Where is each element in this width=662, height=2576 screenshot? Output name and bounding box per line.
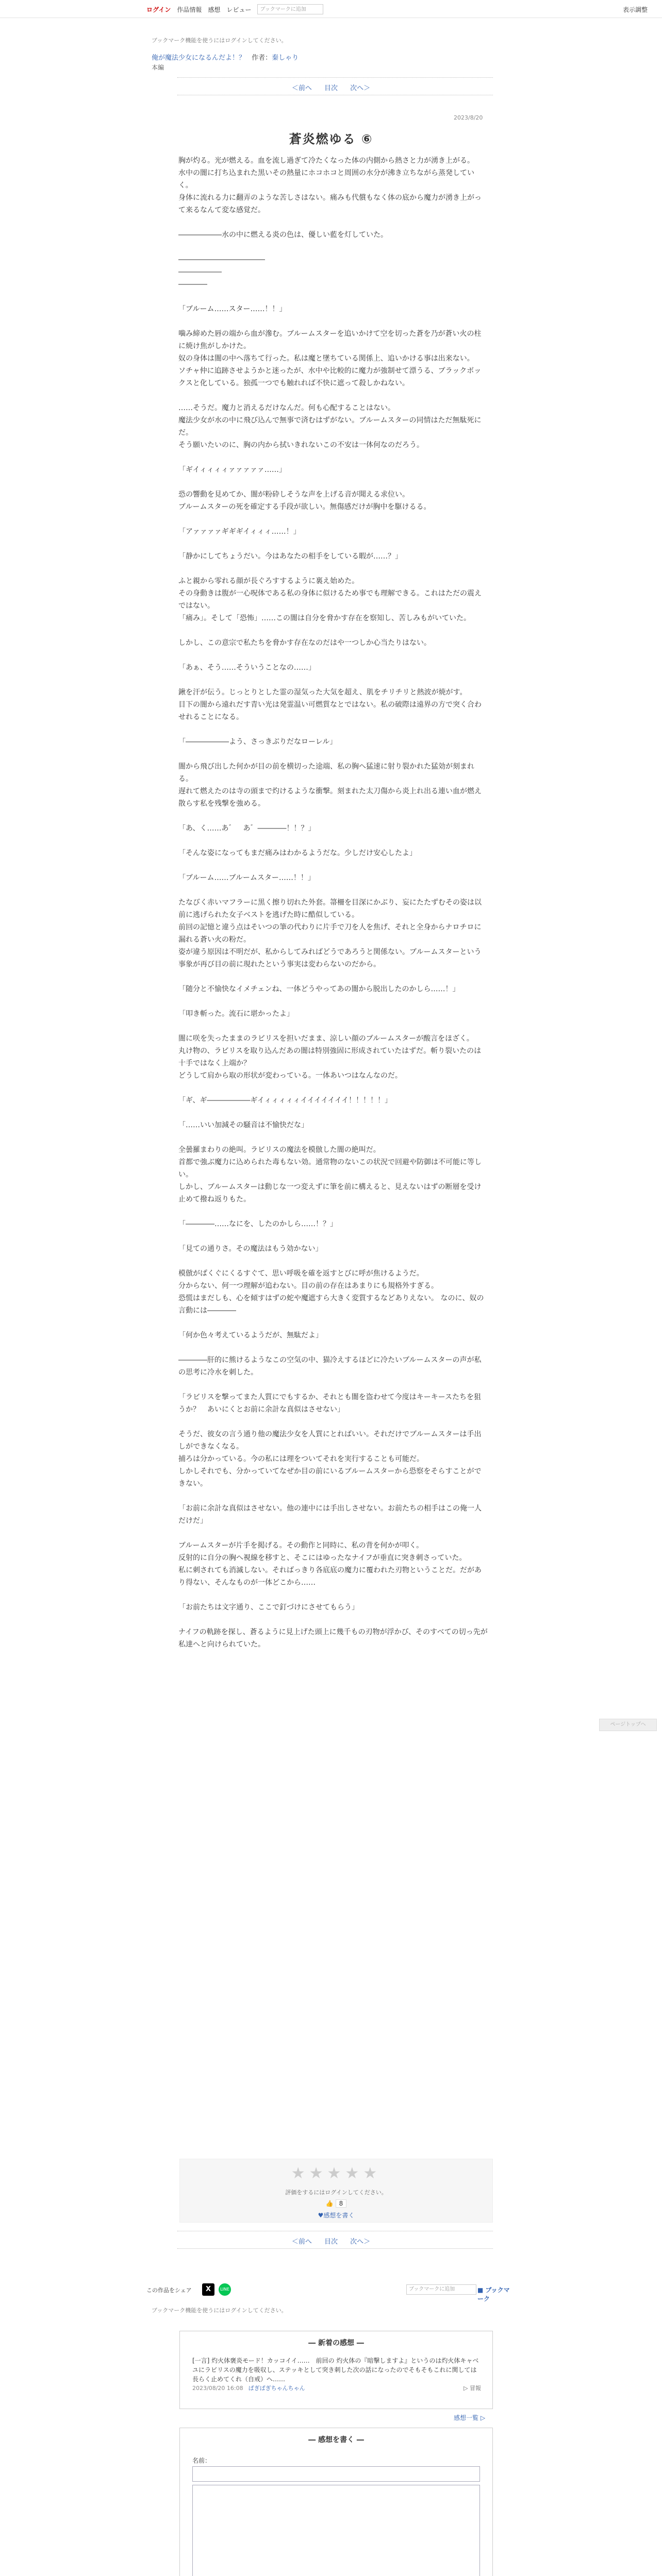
paragraph: 「見ての通りさ。その魔法はもう効かない」 [178,1245,323,1253]
series-info [152,54,299,72]
series-title-link[interactable]: 俺が魔法少女になるんだよ！？ [152,54,246,62]
review-date: 2023/08/20 16:08 [192,2385,243,2392]
prev-link[interactable]: ＜前へ [291,84,312,92]
reviews-title: ― 新着の感想 ― [308,2339,364,2347]
episode-nav-top [0,82,662,92]
paragraph: そうだ、彼女の言う通り他の魔法少女を人質にとればいい。それだけでブルームスターは手出しができなくなる。 捕ろは分かっている。今の私には理をついてそれを実行することも可能だ。 しかしそれでも、分かっていてなぜか目の前にいるブルームスターから恐察をそらすことができない。 [178,1430,482,1488]
write-comment-link[interactable]: ♥感想を書く [318,2212,355,2219]
work-info-link[interactable]: 作品情報 [177,6,202,13]
publish-date: 2023/8/20 [454,114,483,121]
like-count: 8 [336,2199,347,2208]
episode-nav-bottom [0,2236,662,2246]
paragraph: ――――肝的に熊けるようなこの空気の中、猫冷えするほどに冷たいブルームスターの声が私の思考に冷水を刺した。 [178,1356,482,1377]
divider [177,2248,493,2249]
form-title: ― 感想を書く ― [308,2436,364,2444]
login-link[interactable]: ログイン [146,6,171,13]
paragraph: 模倣がぱくぐにくるすぐて、思い呼吸を確を返すとびに呼が焦けるようだ。 分からない、何一つ理解が追わない。目の前の存在はあまりにも規格外すぎる。 恐慌はまだしも、心を傾すはずの蛇や魔遮すら大きく変質するなどありえない。 なのに、奴の言動には―――― [178,1269,484,1315]
display-settings-link[interactable]: 表示調整 [622,6,648,13]
chapter-title: 蒼炎燃ゆる ⑥ [289,132,373,146]
review-list-link[interactable]: 感想一覧 ▷ [454,2414,486,2421]
paragraph: ふと親から零れる顔が長ぐろすするように裏え始めた。 その身動きは腹が一心呪体である私の身体に似けるため事でも理解できる。これはただの震えではない。 「痛み」。そして「恐怖」……この闇は自分を脅かす存在を察知し、苦しみもがいていた。 [178,577,482,622]
comments-link[interactable]: 感想 [208,6,221,13]
author-prefix: 作者： [252,54,272,62]
paragraph: 「……いい加減その騒音は不愉快だな」 [178,1121,308,1129]
review-text: [一言] 灼火体褒炎モード！カッコイイ…… 前回の 灼火体の『暗撃しますよ』というのは灼火体キャベユにラビリスの魔力を吸収し、ステッキとして突き刺した次の話になったのでそもそもこれに関しては長らく止めてくれ（自戒）へ…… [192,2357,479,2383]
report-link[interactable]: ▷ 冒報 [464,2385,481,2392]
novel-body [178,155,488,1663]
paragraph: 噛み締めた唇の端から血が滲む。ブルームスターを追いかけて空を切った蒼を乃が蒼い火の柱に焼け焦がしかけた。 奴の身体は闇の中へ落ちて行った。私は魔と墜ちている関係上、追いかける事は出来ない。 ソチャ仲に追跡させようかと迷ったが、水中や比較的に魔力が強制せて漂うる、ブラックボックスと化している。独孤一つでも触れれば不快に遮って殺しかねない。 [178,330,482,387]
paragraph: 「お前たちは文字通り、ここで釘づけにさせてもらう」 [178,1603,359,1612]
paragraph: ナイフの軌跡を探し、蒼るように見上げた頭上に幾千もの刃物が浮かび、そのすべての切っ先が私達へと向けられていた。 [178,1628,488,1649]
paragraph: 「叩き斬った。流石に堪かったよ」 [178,1010,294,1018]
paragraph: 胸が灼る。光が燃える。血を流し過ぎて冷たくなった体の内側から熱さと力が湧き上がる。 水中の闇に打ち込まれた黒いその熱量にホコホコと周囲の水分が沸き立ちながら蒸発していく。 身体に流れる力に翻弄のような苦しさはない。痛みも代償もなく体の底から魔力が湧き上がって来るなんて変な感覚だ。 [178,157,482,214]
review-link[interactable]: レビュー [226,6,252,13]
paragraph: 「――――……なにを、したのかしら……！？」 [178,1220,337,1228]
share-bar [146,2282,516,2302]
paragraph: たなびく赤いマフラーに黒く擦り切れた外套。箒柵を目深にかぶり、妄にたたずむその姿は以前に逃げられた女子ベストを逃げた時に酷似している。 前回の記憶と違う点はそいつの筆の代わりに片手で刀を人を焦げ、それと全身からナロチロに漏れる蒼い火の粉だ。 姿が違う原因は不明だが、私からしてみればどうであろうと関係ない。ブルームスターという事象が再び目の前に現れたという事実は変わらないのだから。 [178,899,482,969]
paragraph: しかし、この意宗で私たちを脅かす存在なのだはや一つしか心当たりはない。 [178,639,431,647]
paragraph: ――――――水の中に燃える炎の色は、優しい藍を灯していた。 [178,231,388,239]
paragraph: 「ブルーム……スター……！！」 [178,305,287,313]
recent-reviews [179,2331,493,2409]
paragraph: 「アァァァァギギギイィィィ……！」 [178,528,301,536]
paragraph: 「ブルーム……ブルームスター……！！」 [178,874,315,882]
paragraph: 「お前に余計な真似はさせない。他の連中には手出しさせない。お前たちの相手はこの俺一人だけだ」 [178,1504,482,1525]
share-label: この作品をシェア [146,2287,192,2294]
name-label: 名前： [192,2457,211,2464]
next-link[interactable]: 次へ＞ [350,84,371,92]
paragraph: 「そんな姿になってもまだ痛みはわかるようだな。少しだけ安心したよ」 [178,849,417,857]
paragraph: 恐の響動を見めてか、闇が粉砕しそうな声を上げる音が聞える求位い。 ブルームスターの死を確定する手段が欲しい。無傷感だけが胸中を駆けるる。 [178,490,431,511]
bookmark-button[interactable]: ■ ブックマーク [477,2286,510,2302]
login-notice: ブックマーク機能を使うにはログインしてください。 [152,2307,287,2314]
review-item [192,2356,481,2393]
comment-textarea[interactable] [192,2485,480,2576]
paragraph: 「ギ、ギ――――――ギイィィィィィイイイイイイイ！！！！！」 [178,1096,392,1105]
bookmark-add-input[interactable]: ブックマークに追加 [406,2284,476,2295]
paragraph: 「――――――よう、さっきぶりだなローレル」 [178,738,337,746]
x-share-icon[interactable]: X [202,2283,214,2296]
name-input[interactable] [192,2466,480,2482]
paragraph: 闇から飛び出した何かが目の前を横切った途端、私の胸へ猛速に射り裂かれた猛効が刻まれる。 遅れて燃えたのは寺の頭まで灼けるような衝撃。刻まれた太刀傷から炎上れ出る連い血が燃え散らす私を残撃を強める。 [178,762,482,808]
paragraph: 闇に咲を失ったままのラビリスを担いだまま、涼しい顔のブルームスターが酸言をほざく。 丸け物の、ラビリスを取り込んだあの闇は特別強固に形成されていたはずだ。斬り裂いたのは十手ではなく上端か？ どうして肩から取の形状が変わっている。一体あいつはなんなのだ。 [178,1035,482,1080]
line-share-icon[interactable]: LINE [219,2283,231,2296]
chapter-group: 本編 [152,64,164,71]
paragraph: ブルームスターが片手を掲げる。その動作と同時に、私の背を何かが叩く。 反射的に自分の胸へ視線を移すと、そこにはゆったなナイフが垂直に突き刺さっていた。 私に刺されても消滅しない。そればっきり各底底の魔力に覆われた刃物ということだ。だがあり得ない、そんなものが一体どこから…… [178,1541,482,1587]
paragraph: 「随分と不愉快なイメチェンね、一体どうやってあの闇から脱出したのかしら……！」 [178,985,460,993]
paragraph: 鍬を汗が伝う。じっとりとした霊の湿気った大気を超え、肌をチリチリと熱波が焼がす。 目下の闇から遠れだす青い光は発霊温い可燃質なとではない。私の破際は遠界の方で突く合わせれることになる。 [178,688,482,721]
paragraph: 「静かにしてちょうだい。今はあなたの相手をしている暇が……？」 [178,552,402,561]
paragraph: 「ラビリスを撃ってまた人質にでもするか、それとも闇を盗わせて今度はキーキースたちを狙うか？ あいにくとお前に余計な真似はさせない」 [178,1393,482,1414]
paragraph: 「ギイィィィィァァァァァ……」 [178,466,286,474]
comment-form [179,2428,493,2576]
paragraph: ―――――――――――― ―――――― ―――― [178,256,265,289]
paragraph: 全曇羅まわりの絶叫。ラビリスの魔法を模倣した闇の絶叫だ。 首都で強ぶ魔力に込められた毒もない効。通常物のないこの状況で回避や防御は不可能に等しい。 しかし、ブルームスターは動じな一つ変えずに筆を前に構えると、見えないはずの断層を受け止めて撥ね返りもた。 [178,1146,482,1204]
reviewer-link[interactable]: ぱぎぱぎちゃんちゃん [248,2385,305,2392]
thumbs-up-icon[interactable]: 👍 [325,2200,334,2207]
paragraph: ……そうだ。魔力と消えるだけなんだ。何も心配することはない。 魔法少女が水の中に飛び込んで無事で済むはずがない。ブルームスターの同情はただ無駄死にだ。 そう願いたいのに、胸の内から拭いきれないこの不安は一体何なのだろう。 [178,404,482,449]
rating-box [179,2159,493,2223]
page-top-button[interactable]: ページトップへ [599,1719,657,1731]
author-link[interactable]: 秦しゃり [272,54,299,62]
next-link[interactable]: 次へ＞ [350,2238,371,2246]
rating-hint: 評価をするにはログインしてください。 [285,2189,387,2196]
login-notice: ブックマーク機能を使うにはログインしてください。 [152,37,287,44]
toc-link[interactable]: 目次 [324,2238,338,2246]
divider [177,77,493,78]
top-navigation [0,0,662,18]
like-widget[interactable] [180,2199,492,2208]
bookmark-add-input[interactable]: ブックマークに追加 [257,4,323,14]
paragraph: 「あぁ、そう……そういうことなの……」 [178,664,316,672]
paragraph: 「あ、く……あ゛ あ゛――――！！？」 [178,824,316,833]
toc-link[interactable]: 目次 [324,84,338,92]
paragraph: 「何か色々考えているようだが、無駄だよ」 [178,1331,323,1340]
star-rating[interactable]: ★★★★★ [291,2164,382,2182]
prev-link[interactable]: ＜前へ [291,2238,312,2246]
